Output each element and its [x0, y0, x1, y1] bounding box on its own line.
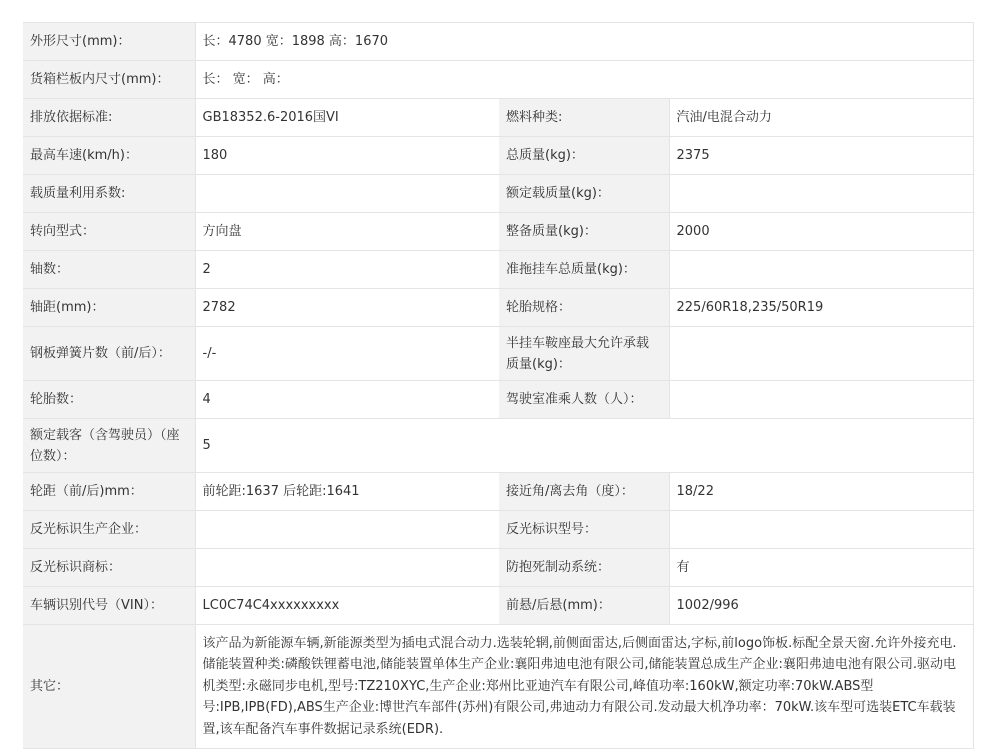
- value-steering-type: 方向盘: [195, 213, 499, 251]
- table-row-dimensions: [23, 23, 973, 61]
- label-rated-load: 额定载质量(kg)：: [499, 175, 669, 213]
- value-saddle-load: [669, 327, 973, 381]
- label-leaf-springs: 钢板弹簧片数（前/后）：: [23, 327, 195, 381]
- spec-table: [23, 22, 974, 749]
- vehicle-spec-sheet: [23, 22, 973, 749]
- label-trailer-mass: 准拖挂车总质量(kg)：: [499, 251, 669, 289]
- label-axle-count: 轴数：: [23, 251, 195, 289]
- value-fuel-type: 汽油/电混合动力: [669, 99, 973, 137]
- label-curb-mass: 整备质量(kg)：: [499, 213, 669, 251]
- value-cargo-box: 长： 宽： 高：: [195, 61, 973, 99]
- label-fuel-type: 燃料种类:: [499, 99, 669, 137]
- table-row: [23, 175, 973, 213]
- value-passengers: 5: [195, 419, 973, 473]
- label-steering-type: 转向型式：: [23, 213, 195, 251]
- value-reflector-model: [669, 511, 973, 549]
- value-dimensions: 长：4780 宽：1898 高：1670: [195, 23, 973, 61]
- table-row: [23, 251, 973, 289]
- table-row: [23, 549, 973, 587]
- label-saddle-load: 半挂车鞍座最大允许承载质量(kg)：: [499, 327, 669, 381]
- table-row: [23, 289, 973, 327]
- value-max-speed: 180: [195, 137, 499, 175]
- label-wheelbase: 轴距(mm)：: [23, 289, 195, 327]
- label-gross-mass: 总质量(kg)：: [499, 137, 669, 175]
- label-emission-standard: 排放依据标准:: [23, 99, 195, 137]
- table-row-passengers: [23, 419, 973, 473]
- value-trailer-mass: [669, 251, 973, 289]
- table-row: [23, 137, 973, 175]
- value-approach-departure: 18/22: [669, 473, 973, 511]
- value-reflector-brand: [195, 549, 499, 587]
- label-passengers: 额定载客（含驾驶员）（座位数）：: [23, 419, 195, 473]
- label-vin: 车辆识别代号（VIN）：: [23, 587, 195, 625]
- value-other-notes: 该产品为新能源车辆,新能源类型为插电式混合动力.选装轮辋,前侧面雷达,后侧面雷达,字标,前logo饰板.标配全景天窗.允许外接充电.储能装置种类:磷酸铁锂蓄电池,储能装置单体生产企业:襄阳弗迪电池有限公司,储能装置总成生产企业:襄阳弗迪电池有限公司.驱动电机类型:永磁同步电机,型号:TZ210XYC,生产企业:郑州比亚迪汽车有限公司,峰值功率:160kW,额定功率:70kW.ABS型号:IPB,IPB(FD),ABS生产企业:博世汽车部件(苏州)有限公司,弗迪动力有限公司.发动最大机净功率：70kW.该车型可选装ETC车载装置,该车配备汽车事件数据记录系统(EDR).: [195, 625, 973, 749]
- value-rated-load: [669, 175, 973, 213]
- table-row: [23, 213, 973, 251]
- table-row: [23, 327, 973, 381]
- label-cab-occupants: 驾驶室准乘人数（人）：: [499, 381, 669, 419]
- table-row: [23, 473, 973, 511]
- value-vin: LC0C74C4xxxxxxxxx: [195, 587, 499, 625]
- value-abs: 有: [669, 549, 973, 587]
- value-gross-mass: 2375: [669, 137, 973, 175]
- value-reflector-maker: [195, 511, 499, 549]
- value-axle-count: 2: [195, 251, 499, 289]
- value-overhang: 1002/996: [669, 587, 973, 625]
- value-track-width: 前轮距:1637 后轮距:1641: [195, 473, 499, 511]
- table-row: [23, 381, 973, 419]
- label-reflector-brand: 反光标识商标：: [23, 549, 195, 587]
- label-tire-spec: 轮胎规格：: [499, 289, 669, 327]
- label-abs: 防抱死制动系统：: [499, 549, 669, 587]
- label-overhang: 前悬/后悬(mm)：: [499, 587, 669, 625]
- label-approach-departure: 接近角/离去角（度）：: [499, 473, 669, 511]
- table-row-other: [23, 625, 973, 749]
- label-cargo-box: 货箱栏板内尺寸(mm)：: [23, 61, 195, 99]
- label-track-width: 轮距（前/后)mm：: [23, 473, 195, 511]
- value-wheelbase: 2782: [195, 289, 499, 327]
- value-cab-occupants: [669, 381, 973, 419]
- value-emission-standard: GB18352.6-2016国VI: [195, 99, 499, 137]
- label-tire-count: 轮胎数：: [23, 381, 195, 419]
- label-reflector-maker: 反光标识生产企业：: [23, 511, 195, 549]
- table-row: [23, 587, 973, 625]
- label-other: 其它：: [23, 625, 195, 749]
- label-load-utilization: 载质量利用系数:: [23, 175, 195, 213]
- label-reflector-model: 反光标识型号：: [499, 511, 669, 549]
- value-tire-spec: 225/60R18,235/50R19: [669, 289, 973, 327]
- value-tire-count: 4: [195, 381, 499, 419]
- table-row: [23, 511, 973, 549]
- value-curb-mass: 2000: [669, 213, 973, 251]
- label-max-speed: 最高车速(km/h)：: [23, 137, 195, 175]
- value-leaf-springs: -/-: [195, 327, 499, 381]
- label-dimensions: 外形尺寸(mm)：: [23, 23, 195, 61]
- value-load-utilization: [195, 175, 499, 213]
- table-row-cargo-box: [23, 61, 973, 99]
- table-row: [23, 99, 973, 137]
